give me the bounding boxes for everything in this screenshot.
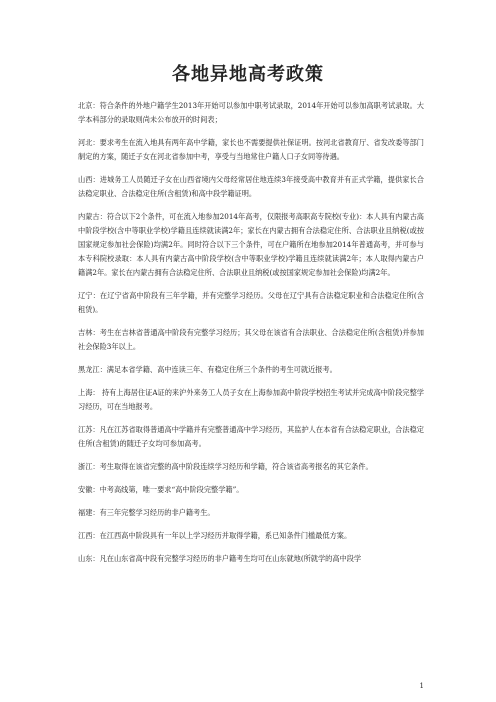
document-body <box>78 99 424 575</box>
paragraph-jiangxi: 江西：在江西高中阶段具有一年以上学习经历并取得学籍，系已知条件门槛最低方案。 <box>78 531 352 540</box>
paragraph-anhui: 安徽：中考高线第，唯一要求“高中阶段完整学籍”。 <box>78 485 244 494</box>
document-title: 各地异地高考政策 <box>172 64 324 85</box>
paragraph-fujian: 福建：有三年完整学习经历的非户籍考生。 <box>78 508 215 517</box>
paragraph-jiangsu: 江苏：凡在江苏省取得普通高中学籍并有完整普通高中学习经历，其监护人在本省有合法稳定职业，合法稳定住所(含租赁)的随迁子女均可参加高考。 <box>78 425 424 448</box>
paragraph-jilin: 吉林：考生在吉林省普通高中阶段有完整学习经历；其父母在该省有合法职业、合法稳定住所(含租赁)并参加社会保险3年以上。 <box>78 328 424 351</box>
paragraph-beijing: 北京：符合条件的外地户籍学生2013年开始可以参加中职考试录取，2014年开始可以参加高职考试录取。大学本科部分的录取则尚未公布放开的时间表； <box>78 101 424 124</box>
paragraph-shanxi: 山西：进城务工人员随迁子女在山西省境内父母经常居住地连续3年接受高中教育并有正式学籍，提供家长合法稳定职业、合法稳定住所(含租赁)和高中段学籍证明。 <box>78 175 424 198</box>
page-number: 1 <box>419 682 424 690</box>
paragraph-neimenggu: 内蒙古：符合以下2个条件，可在流入地参加2014年高考，仅限报考高职高专院校(专业)：本人具有内蒙古高中阶段学校(含中等职业学校)学籍且连续就读满2年；家长在内蒙古拥有合法稳定住所、合法职业且纳税(或按国家规定参加社会保险)均满2年。同时符合以下三个条件，可在户籍所在地参加2014年普通高考，并可参与本专科院校录取：本人具有内蒙古高中阶段学校(含中等职业学校)学籍且连续就读满2年；本人取得内蒙古户籍满2年。家长在内蒙古拥有合法稳定住所、合法职业且纳税(或按国家规定参加社会保险)均满2年。 <box>78 212 424 277</box>
paragraph-hebei: 河北：要求考生在流入地具有两年高中学籍，家长也不需要提供社保证明。按河北省教育厅、省发改委等部门制定的方案，随迁子女在河北省参加中考，享受与当地常住户籍人口子女同等待遇。 <box>78 138 424 161</box>
paragraph-zhejiang: 浙江：考生取得在该省完整的高中阶段连续学习经历和学籍，符合该省高考报名的其它条件。 <box>78 462 373 471</box>
paragraph-shanghai: 上海： 持有上海居住证A证的来沪外来务工人员子女在上海参加高中阶段学校招生考试并完成高中阶段完整学习经历，可在当地报考。 <box>78 388 424 411</box>
paragraph-liaoning: 辽宁：在辽宁省高中阶段有三年学籍，并有完整学习经历。父母在辽宁具有合法稳定职业和合法稳定住所(含租赁)。 <box>78 291 424 314</box>
paragraph-heilongjiang: 黑龙江：满足本省学籍、高中连读三年、有稳定住所三个条件的考生可就近报考。 <box>78 365 337 374</box>
paragraph-shandong: 山东：凡在山东省高中段有完整学习经历的非户籍考生均可在山东就地(所就学的高中段学 <box>78 554 362 563</box>
